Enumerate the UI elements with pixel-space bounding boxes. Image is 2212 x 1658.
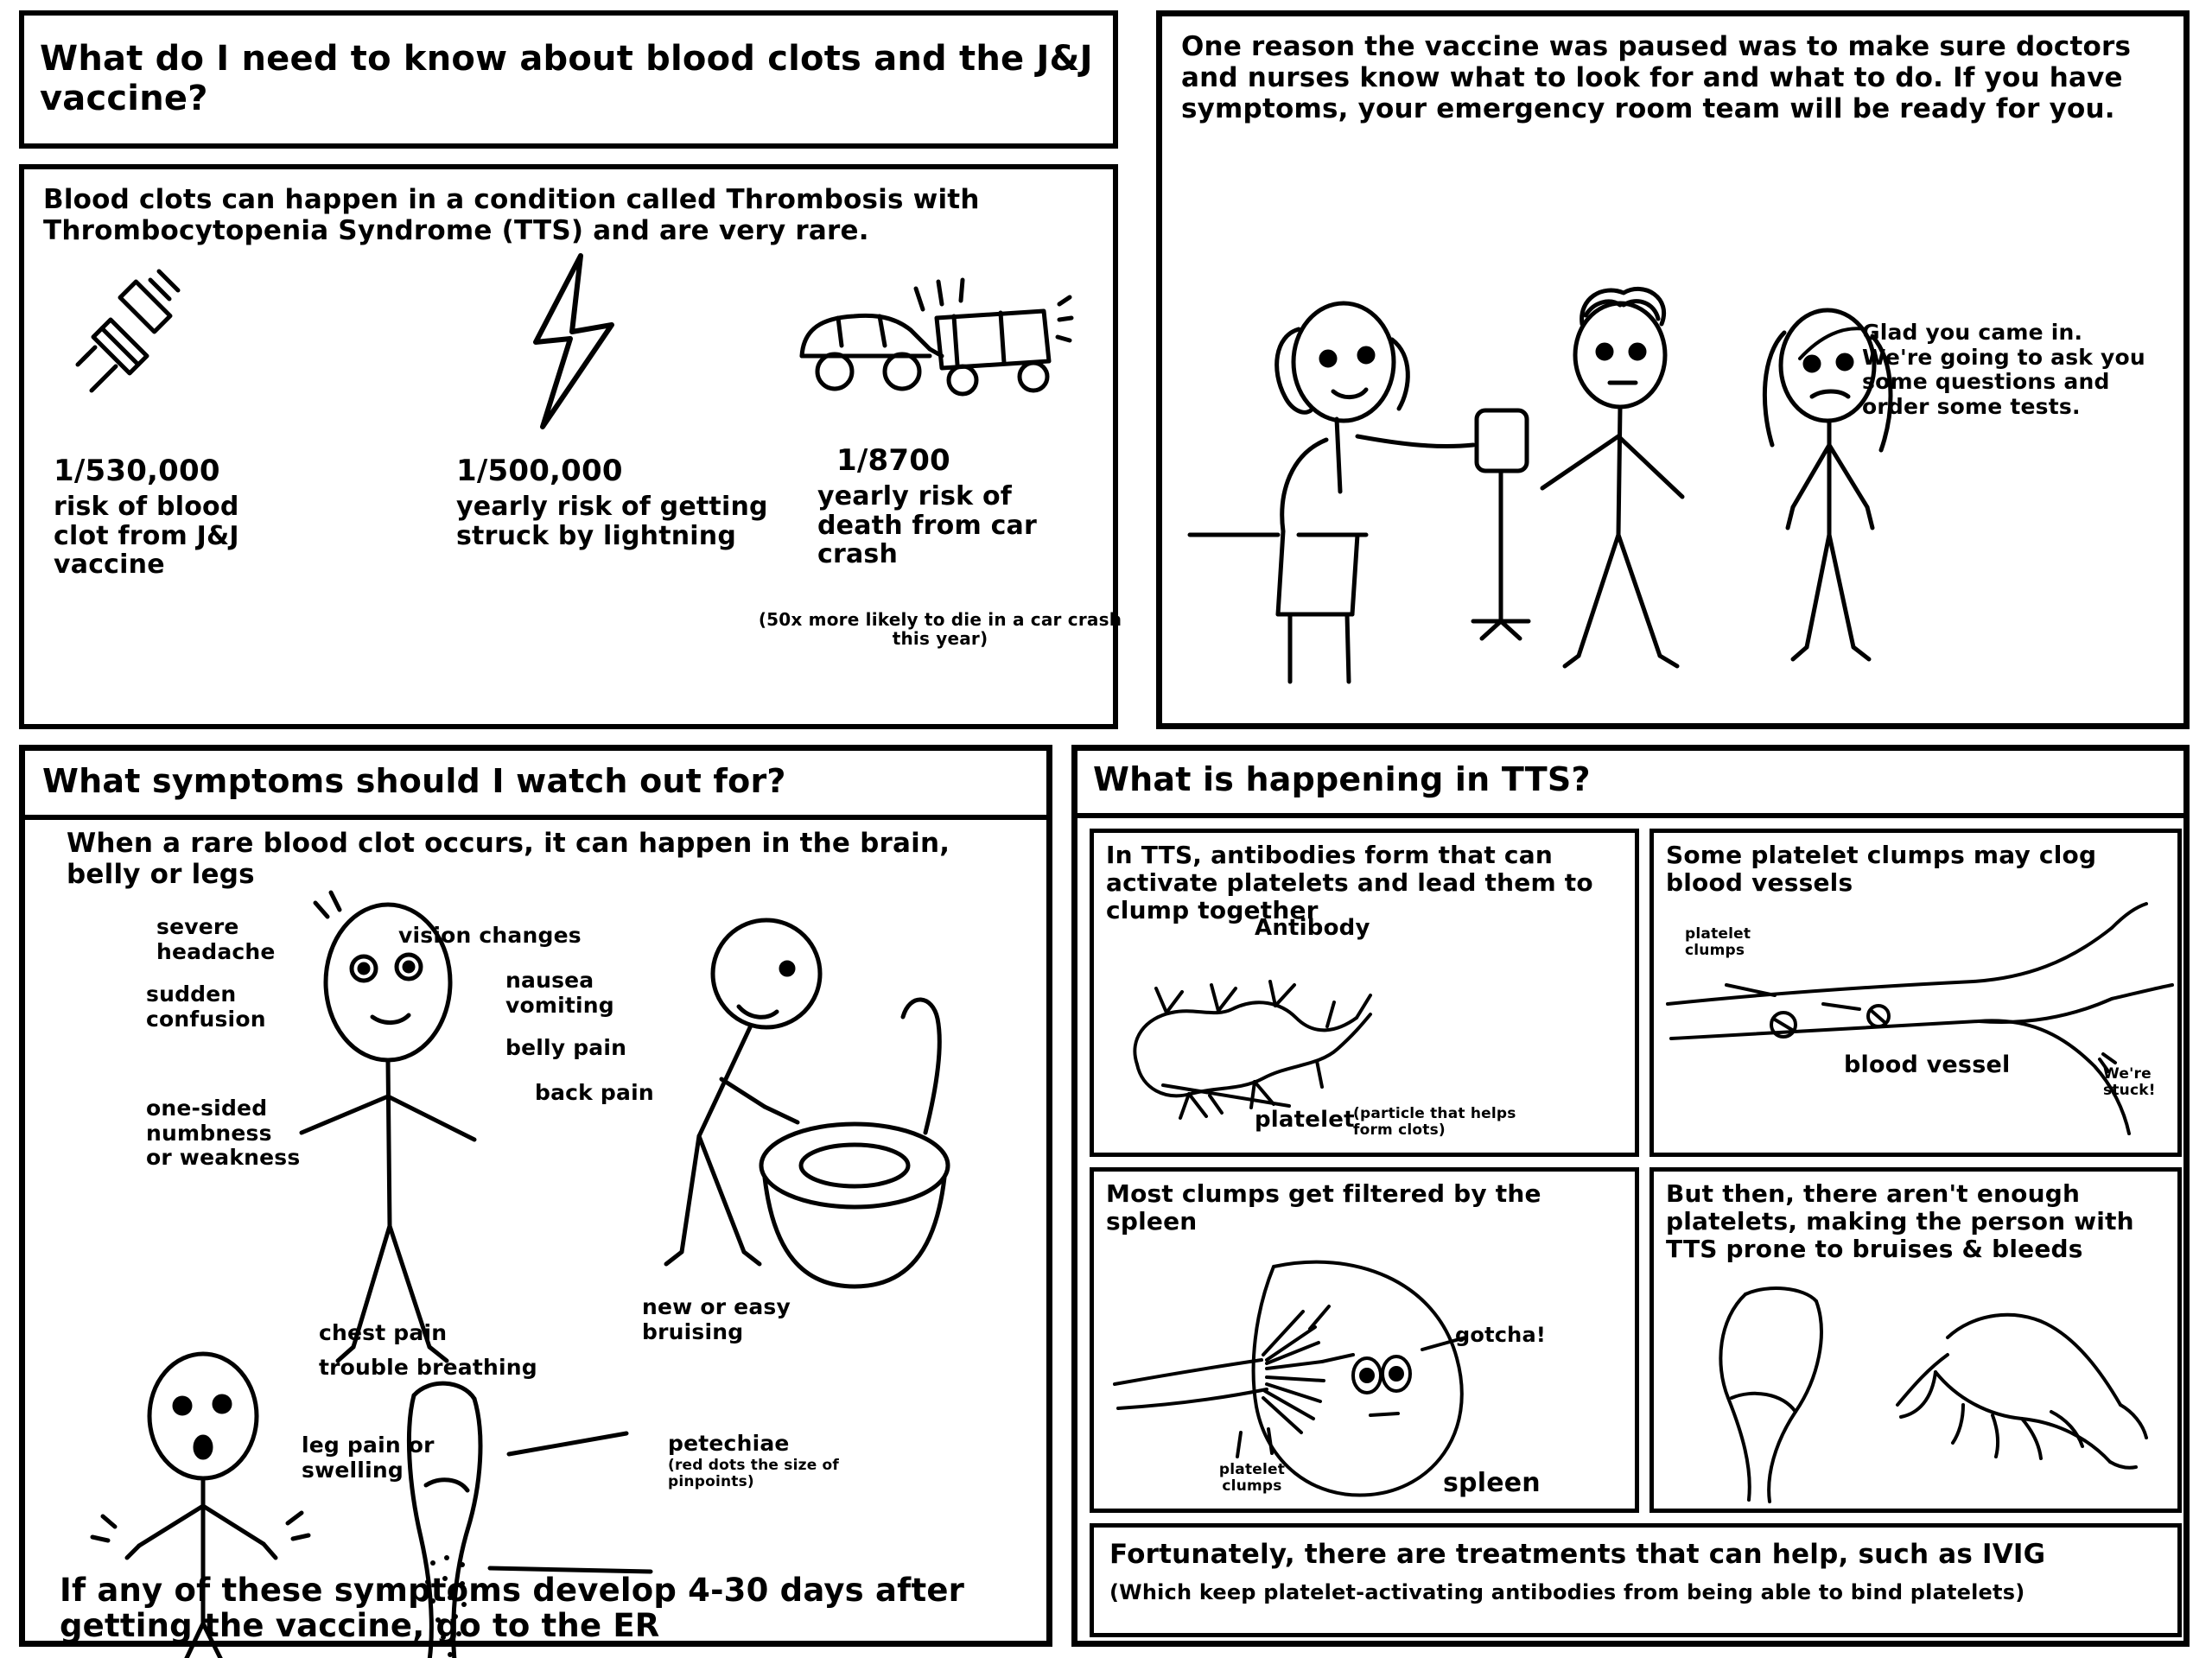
panel1-title: What do I need to know about blood clots and the J&J vaccine? [40,39,1093,118]
lightning-bolt-icon [517,252,629,434]
stat-2-number: 1/500,000 [456,454,623,488]
car-crash-icon [785,266,1070,422]
panel4-title: What is happening in TTS? [1093,760,1591,798]
panel4-title-rule [1077,813,2183,818]
subpanel-bruises [1649,1167,2182,1513]
stat-3-number: 1/8700 [836,443,950,478]
panel3-title: What symptoms should I watch out for? [42,762,786,800]
subpanel3-text: Most clumps get filtered by the spleen [1106,1179,1541,1236]
label-severe-headache: severe headache [156,914,276,964]
bruised-limbs-illustration [1688,1289,2155,1505]
subpanel2-text: Some platelet clumps may clog blood vessels [1666,841,2097,897]
stat-1-label: risk of blood clot from J&J vaccine [54,492,239,581]
syringe-icon [76,264,197,437]
stat-3-note: (50x more likely to die in a car crash this year) [758,609,1122,650]
panel3-footer: If any of these symptoms develop 4-30 days after getting the vaccine, go to the ER [60,1572,965,1644]
panel-tts-mechanism [1071,745,2190,1647]
label-vision-changes: vision changes [398,923,582,948]
spleen-illustration [1111,1246,1626,1505]
panel1-title-box [19,10,1118,149]
label-platelet-clumps-spleen: platelet clumps [1218,1461,1286,1495]
panel1-body [19,164,1122,729]
label-petechiae: petechiae [668,1431,790,1456]
panel3-intro: When a rare blood clot occurs, it can happen in the brain, belly or legs [67,828,950,890]
subpanel1-text: In TTS, antibodies form that can activate platelets and lead them to clump together [1106,841,1593,924]
label-belly-pain: belly pain [505,1035,627,1060]
stat-1-number: 1/530,000 [54,454,220,488]
panel1-intro-text: Blood clots can happen in a condition called Thrombosis with Thrombocytopenia Syndrome (TTS) and are very rare. [43,184,980,246]
label-leg-pain: leg pain or swelling [302,1432,435,1483]
panel-er-team [1156,10,2190,729]
panel4-footer-line2: (Which keep platelet-activating antibodies from being able to bind platelets) [1109,1580,2025,1604]
symptom-figures-illustration [42,880,1027,1563]
label-one-sided-numbness: one-sided numbness or weakness [146,1096,301,1170]
panel3-title-rule [25,815,1046,820]
label-platelet-clumps-vessel: platelet clumps [1685,925,1751,959]
label-petechiae-note: (red dots the size of pinpoints) [668,1457,840,1490]
er-scene-illustration [1188,276,2139,708]
panel-symptoms [19,745,1052,1647]
subpanel-treatment-footer [1090,1523,2182,1637]
panel2-speech-text: Glad you came in. We're going to ask you some questions and order some tests. [1862,320,2145,419]
speech-were-stuck: We're stuck! [2103,1065,2156,1099]
speech-gotcha: gotcha! [1455,1323,1546,1347]
label-spleen: spleen [1443,1468,1541,1498]
subpanel-spleen [1090,1167,1639,1513]
panel-blood-clots-intro [19,10,1122,729]
label-chest-pain: chest pain [319,1320,448,1345]
label-platelet-note: (particle that helps form clots) [1353,1105,1516,1139]
panel2-text: One reason the vaccine was paused was to make sure doctors and nurses know what to look for and what to do. If you have symptoms, your emergency room team will be ready for you. [1181,31,2132,124]
label-back-pain: back pain [535,1080,654,1105]
subpanel-antibody [1090,829,1639,1157]
label-sudden-confusion: sudden confusion [146,981,266,1032]
label-antibody: Antibody [1255,915,1370,941]
subpanel-clogged-vessel [1649,829,2182,1157]
subpanel4-text: But then, there aren't enough platelets, making the person with TTS prone to bruises & bleeds [1666,1179,2134,1263]
label-trouble-breathing: trouble breathing [319,1355,537,1380]
panel4-footer-line1: Fortunately, there are treatments that can help, such as IVIG [1109,1539,2046,1570]
stat-3-label: yearly risk of death from car crash [817,481,1037,570]
label-blood-vessel: blood vessel [1844,1051,2011,1078]
label-platelet: platelet [1255,1107,1355,1133]
label-nausea-vomiting: nausea vomiting [505,968,614,1018]
label-new-bruising: new or easy bruising [642,1294,791,1344]
stat-2-label: yearly risk of getting struck by lightning [456,492,768,551]
